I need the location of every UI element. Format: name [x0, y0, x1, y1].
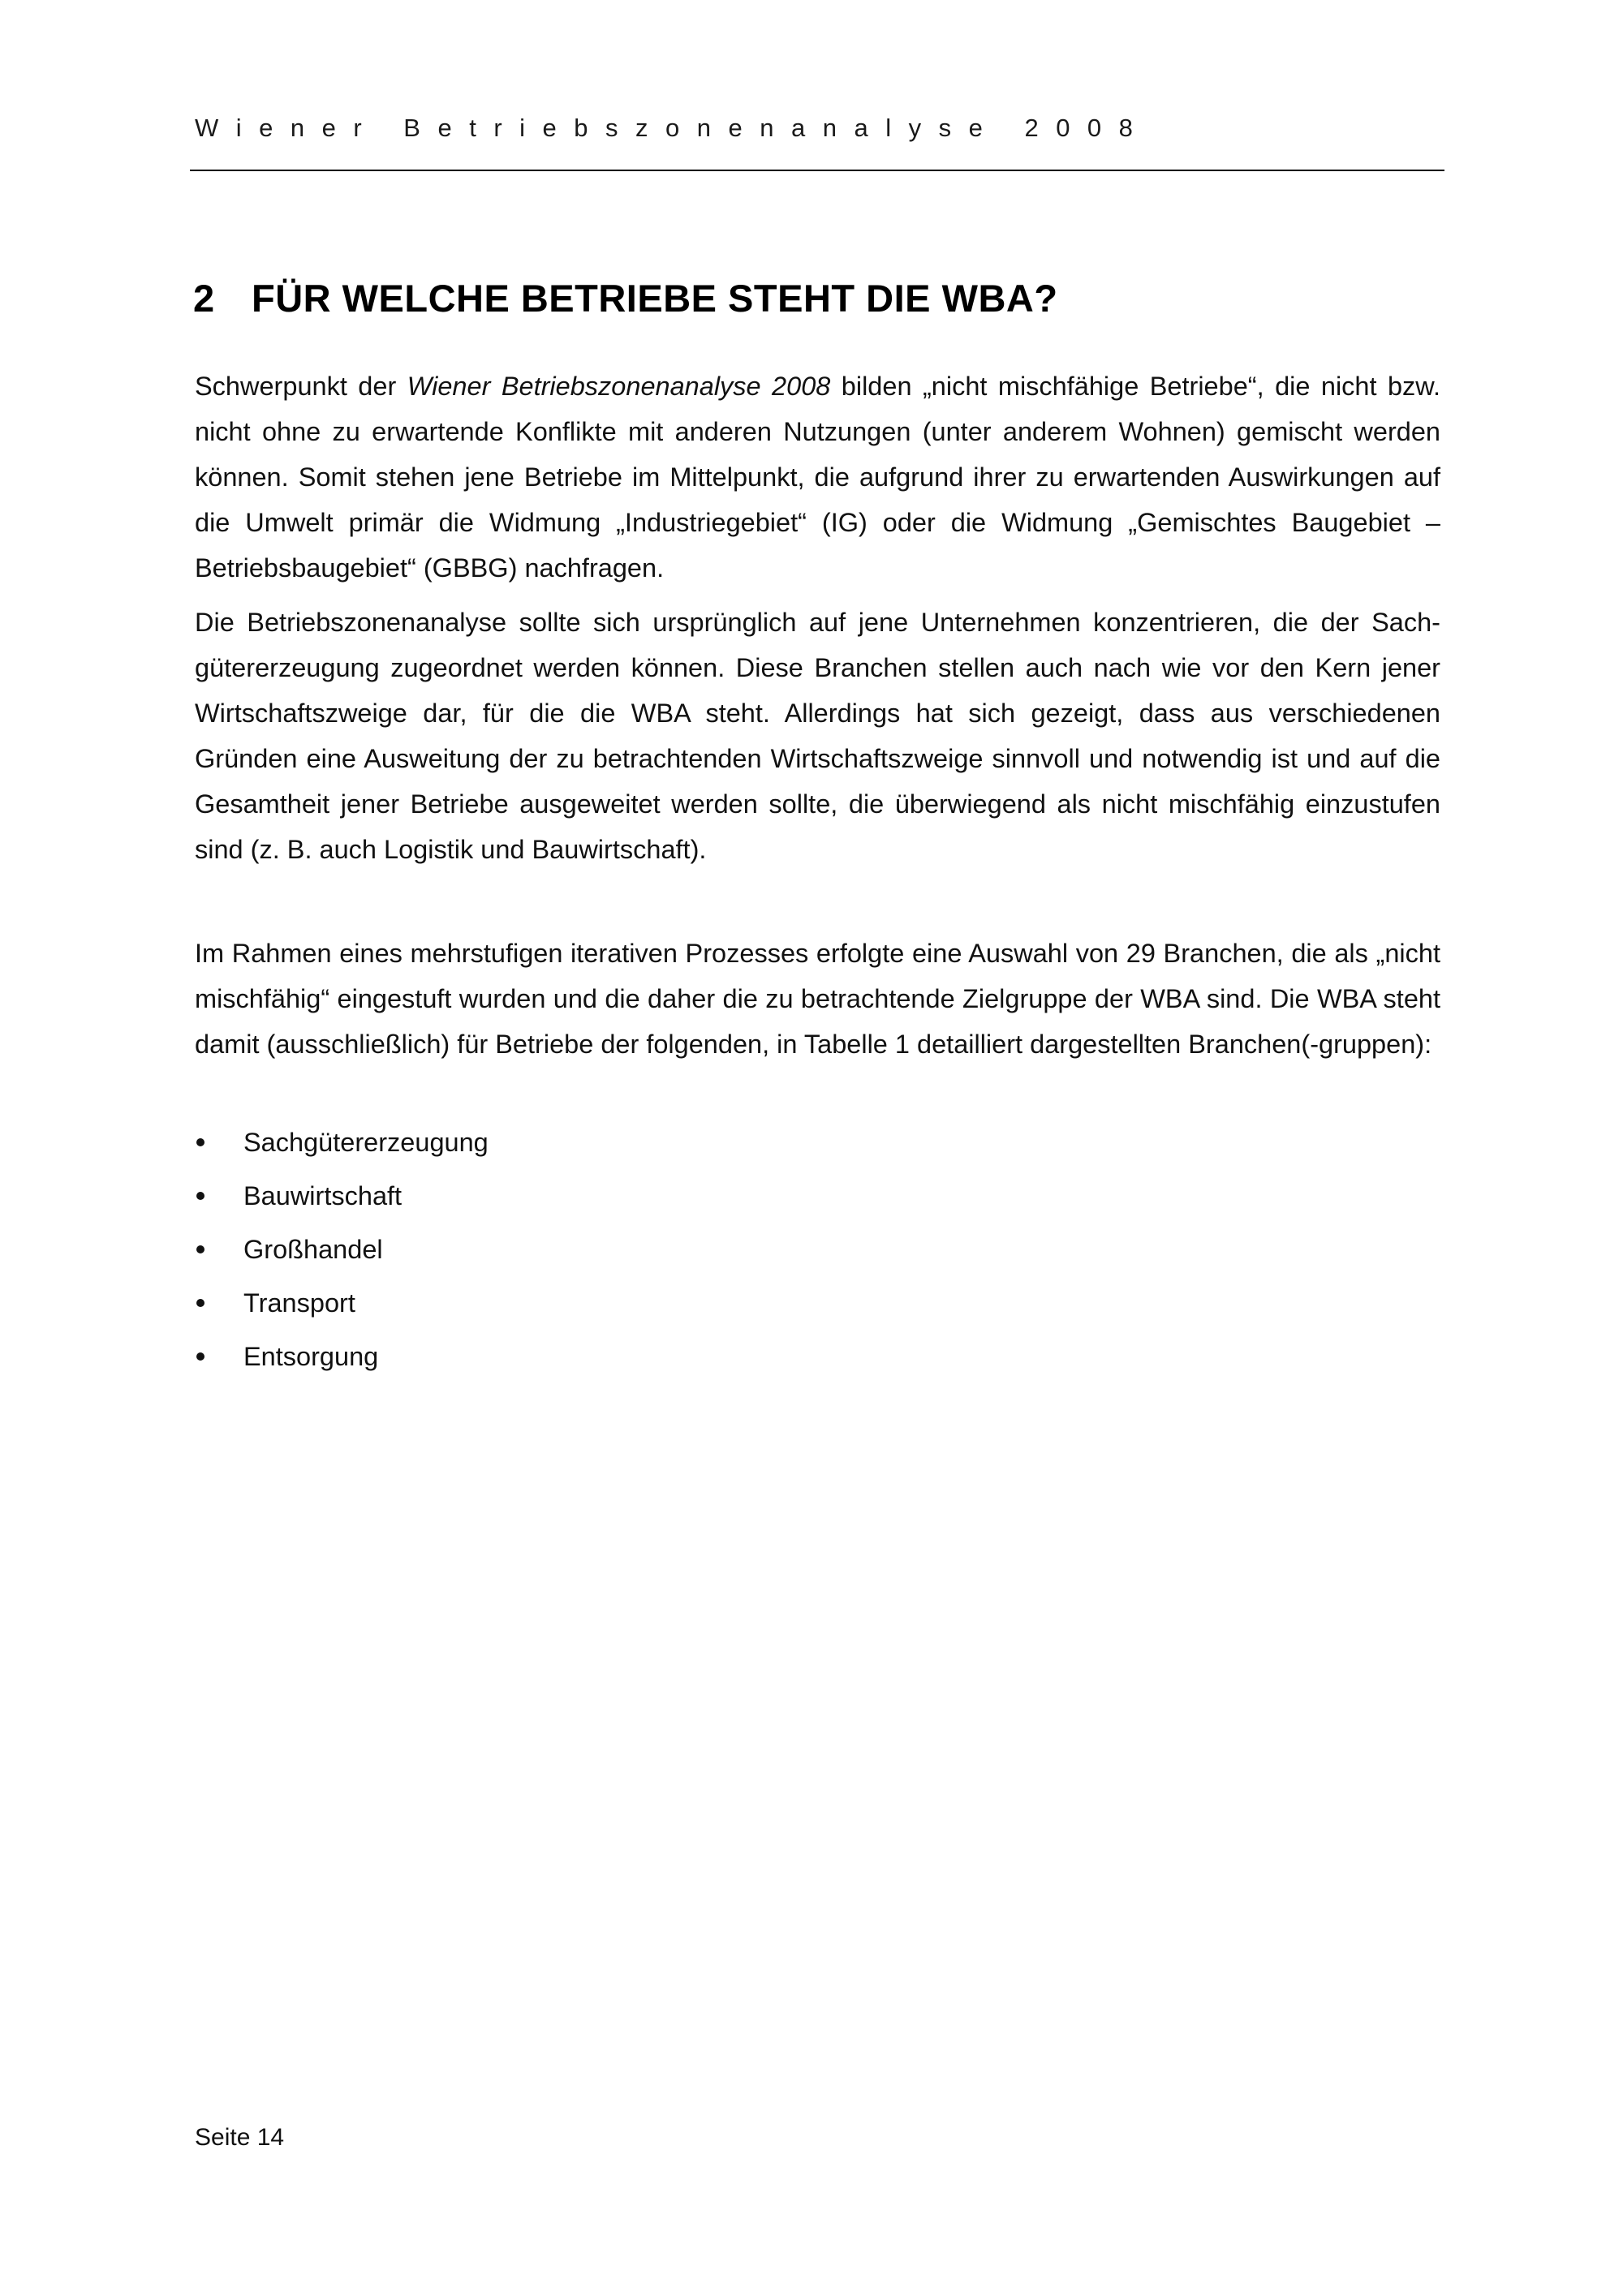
paragraph-focus-rest: bilden „nicht mischfähige Betriebe“, die nicht bzw. nicht ohne zu erwartende Konflikte mit anderen Nutzungen (unter anderem Wohnen) gemischt werden können. Somit stehen jene Betriebe im Mittelpunkt, die aufgrund ihrer zu erwartenden Auswirkungen auf die Umwelt primär die Widmung „Industriegebiet“ (IG) oder die Widmung „Gemischtes Baugebiet – Betriebsbaugebiet“ (GBBG) nachfragen. [195, 372, 1440, 583]
bullet-icon [196, 1299, 204, 1307]
page-number: Seite 14 [195, 2124, 285, 2151]
list-item-label: Transport [243, 1288, 355, 1318]
list-item-label: Bauwirtschaft [243, 1181, 403, 1210]
paragraph-selection-process: Im Rahmen eines mehrstufigen iterativen Prozesses erfolgte eine Auswahl von 29 Branchen, die als „nicht mischfähig“ eingestuft wurden und die daher die zu betrachtende Zielgruppe der WBA sind. Die WBA steht damit (ausschließlich) für Betriebe der folgenden, in Tabelle 1 detailliert dargestellten Branchen(-gruppen): [195, 939, 1440, 1059]
list-item [195, 1120, 489, 1173]
paragraph-scope-expansion: Die Betriebszonenanalyse sollte sich ursprünglich auf jene Unternehmen konzentrieren, die der Sachgütererzeugung zugeordnet werden können. Diese Branchen stellen auch nach wie vor den Kern jener Wirtschaftszweige dar, für die die WBA steht. Allerdings hat sich gezeigt, dass aus verschiedenen Gründen eine Ausweitung der zu betrachtenden Wirtschaftszweige sinnvoll und notwendig ist und auf die Gesamtheit jener Betriebe ausgeweitet werden sollte, die überwiegend als nicht mischfähig einzustufen sind (z. B. auch Logistik und Bauwirtschaft). [195, 608, 1440, 864]
list-item-label: Großhandel [243, 1235, 383, 1264]
list-item [195, 1280, 489, 1334]
paragraph-focus-lead: Schwerpunkt der [195, 372, 407, 401]
chapter-heading [193, 276, 1058, 320]
list-item [195, 1227, 489, 1280]
list-item [195, 1334, 489, 1387]
paragraph-focus [195, 363, 1440, 591]
bullet-icon [196, 1192, 204, 1200]
paragraph-focus-study-title: Wiener Betriebszonenanalyse 2008 [407, 372, 831, 401]
chapter-number: 2 [193, 277, 215, 320]
chapter-title: FÜR WELCHE BETRIEBE STEHT DIE WBA? [252, 277, 1058, 320]
running-header-title: Wiener Betriebszonenanalyse 2008 [195, 114, 1151, 142]
list-item-label: Entsorgung [243, 1342, 379, 1371]
bullet-icon [196, 1245, 204, 1253]
list-item-label: Sachgütererzeugung [243, 1128, 489, 1157]
list-item [195, 1173, 489, 1227]
branch-list [195, 1120, 489, 1387]
bullet-icon [196, 1352, 204, 1361]
header-divider [190, 170, 1444, 171]
bullet-icon [196, 1138, 204, 1146]
